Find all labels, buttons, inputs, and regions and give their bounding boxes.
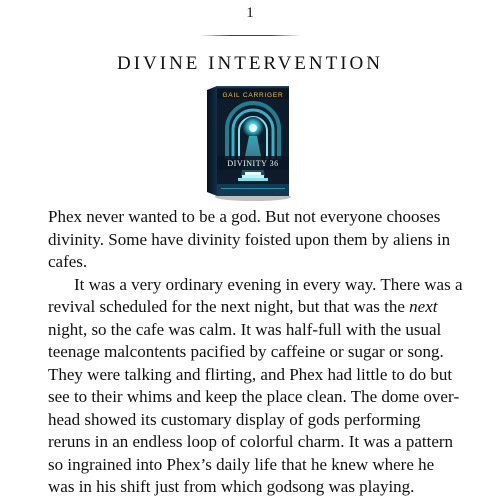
paragraph-2-part-2: night, so the cafe was calm. It was half-full with the usual teenage malcontents pacified by caffeine or sugar or song. They were talking and flirting, and Phex had little to do but see to their whims and keep the place clean. The dome overhead showed its customary display of gods performing reruns in an endless loop of colorful charm. It was a pattern so ingrained into Phex’s daily life that he knew where he was in his shift just from which godsong was playing. [48, 319, 460, 496]
paragraph-2-emphasis: next [409, 297, 438, 316]
chapter-body-text [48, 206, 464, 499]
book-cover-image [205, 84, 295, 202]
paragraph-2-part-1: It was a very ordinary evening in every way. There was a revival scheduled for the next night, but that was the [48, 274, 463, 316]
page-number: 1 [246, 5, 254, 21]
paragraph-2 [48, 274, 464, 499]
chapter-title: DIVINE INTERVENTION [116, 53, 383, 74]
cover-author-text: GAIL CARRIGER [222, 92, 284, 99]
header-rule [199, 35, 301, 36]
cover-title-text: DIVINITY 36 [227, 159, 279, 168]
paragraph-1: Phex never wanted to be a god. But not everyone chooses divinity. Some have divinity foisted upon them by aliens in cafes. [48, 207, 451, 271]
